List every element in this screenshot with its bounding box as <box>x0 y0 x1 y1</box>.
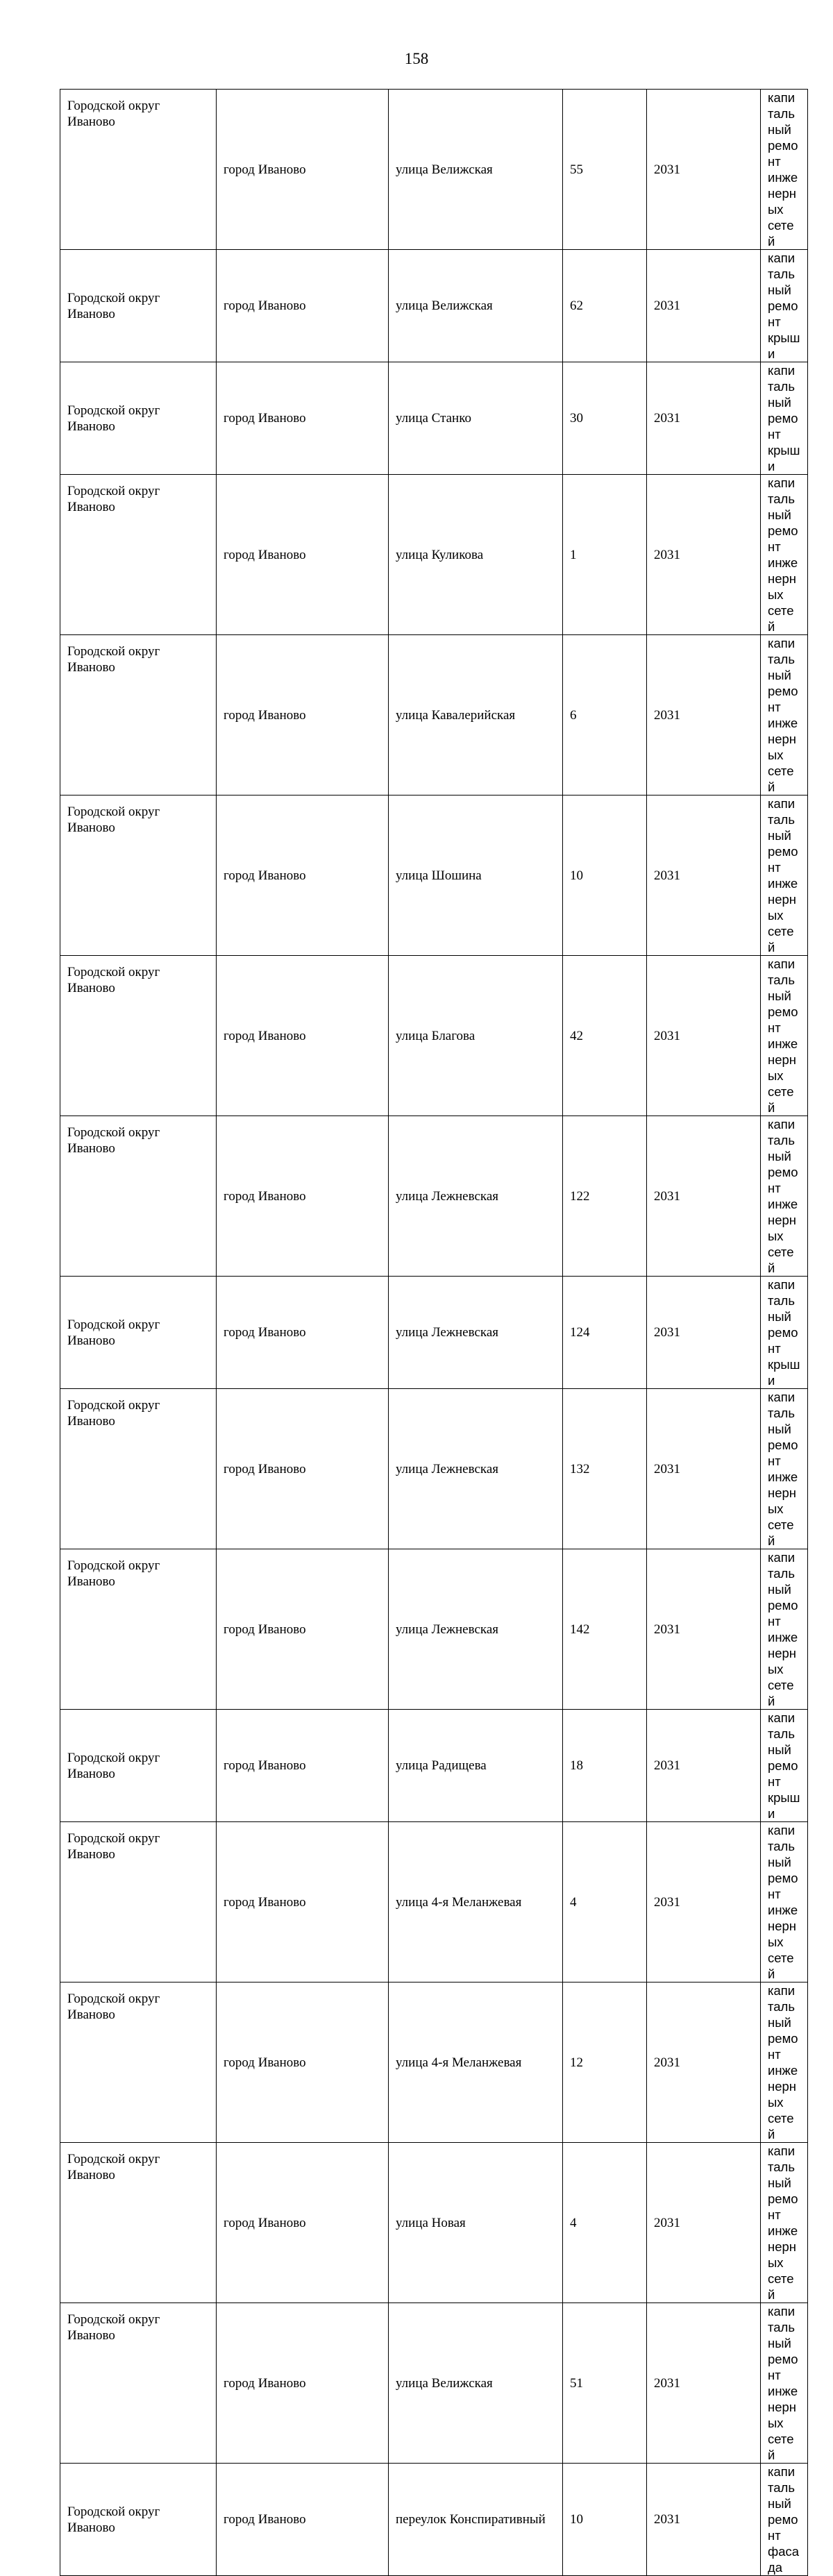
district-cell: Городской округ Иваново <box>60 90 217 250</box>
work-type-cell: капитальный ремонт инженерных сетей <box>761 1116 808 1277</box>
repair-schedule-table <box>60 89 808 2576</box>
house-number-cell: 122 <box>563 1116 647 1277</box>
city-cell: город Иваново <box>217 1116 389 1277</box>
street-cell: улица Куликова <box>389 475 563 635</box>
work-type-cell: капитальный ремонт инженерных сетей <box>761 795 808 956</box>
work-type-cell: капитальный ремонт крыши <box>761 362 808 475</box>
house-number-cell: 124 <box>563 1277 647 1389</box>
house-number-cell: 10 <box>563 795 647 956</box>
street-cell: улица Велижская <box>389 250 563 362</box>
district-cell: Городской округ Иваново <box>60 1116 217 1277</box>
work-type-cell: капитальный ремонт инженерных сетей <box>761 2303 808 2464</box>
city-cell: город Иваново <box>217 1549 389 1710</box>
city-cell: город Иваново <box>217 795 389 956</box>
street-cell: улица Велижская <box>389 90 563 250</box>
work-type-cell: капитальный ремонт инженерных сетей <box>761 1822 808 1982</box>
city-cell: город Иваново <box>217 250 389 362</box>
city-cell: город Иваново <box>217 956 389 1116</box>
table-row <box>60 1982 808 2143</box>
city-cell: город Иваново <box>217 2303 389 2464</box>
table-row <box>60 956 808 1116</box>
district-cell: Городской округ Иваново <box>60 1982 217 2143</box>
year-cell: 2031 <box>647 90 761 250</box>
table-row <box>60 362 808 475</box>
district-cell: Городской округ Иваново <box>60 1277 217 1389</box>
house-number-cell: 132 <box>563 1389 647 1549</box>
work-type-cell: капитальный ремонт крыши <box>761 1710 808 1822</box>
table-row <box>60 2143 808 2303</box>
district-cell: Городской округ Иваново <box>60 1549 217 1710</box>
table-body <box>60 90 808 2576</box>
year-cell: 2031 <box>647 1549 761 1710</box>
table-row <box>60 1549 808 1710</box>
city-cell: город Иваново <box>217 90 389 250</box>
work-type-cell: капитальный ремонт фасада <box>761 2464 808 2576</box>
city-cell: город Иваново <box>217 1822 389 1982</box>
house-number-cell: 1 <box>563 475 647 635</box>
district-cell: Городской округ Иваново <box>60 362 217 475</box>
year-cell: 2031 <box>647 2143 761 2303</box>
house-number-cell: 6 <box>563 635 647 795</box>
year-cell: 2031 <box>647 2464 761 2576</box>
year-cell: 2031 <box>647 2303 761 2464</box>
district-cell: Городской округ Иваново <box>60 475 217 635</box>
city-cell: город Иваново <box>217 1982 389 2143</box>
district-cell: Городской округ Иваново <box>60 1389 217 1549</box>
work-type-cell: капитальный ремонт инженерных сетей <box>761 90 808 250</box>
house-number-cell: 30 <box>563 362 647 475</box>
street-cell: улица 4-я Меланжевая <box>389 1982 563 2143</box>
house-number-cell: 55 <box>563 90 647 250</box>
street-cell: переулок Конспиративный <box>389 2464 563 2576</box>
city-cell: город Иваново <box>217 475 389 635</box>
street-cell: улица Новая <box>389 2143 563 2303</box>
house-number-cell: 4 <box>563 2143 647 2303</box>
table-row <box>60 635 808 795</box>
page-number: 158 <box>404 50 429 67</box>
table-row <box>60 1389 808 1549</box>
district-cell: Городской округ Иваново <box>60 2143 217 2303</box>
house-number-cell: 4 <box>563 1822 647 1982</box>
street-cell: улица Благова <box>389 956 563 1116</box>
work-type-cell: капитальный ремонт инженерных сетей <box>761 1549 808 1710</box>
table-row <box>60 795 808 956</box>
year-cell: 2031 <box>647 1822 761 1982</box>
house-number-cell: 18 <box>563 1710 647 1822</box>
city-cell: город Иваново <box>217 1277 389 1389</box>
district-cell: Городской округ Иваново <box>60 956 217 1116</box>
street-cell: улица Радищева <box>389 1710 563 1822</box>
work-type-cell: капитальный ремонт инженерных сетей <box>761 1389 808 1549</box>
year-cell: 2031 <box>647 1277 761 1389</box>
city-cell: город Иваново <box>217 2143 389 2303</box>
year-cell: 2031 <box>647 475 761 635</box>
street-cell: улица Кавалерийская <box>389 635 563 795</box>
street-cell: улица Велижская <box>389 2303 563 2464</box>
work-type-cell: капитальный ремонт инженерных сетей <box>761 1982 808 2143</box>
table-row <box>60 1116 808 1277</box>
work-type-cell: капитальный ремонт инженерных сетей <box>761 475 808 635</box>
district-cell: Городской округ Иваново <box>60 250 217 362</box>
year-cell: 2031 <box>647 1710 761 1822</box>
district-cell: Городской округ Иваново <box>60 2303 217 2464</box>
street-cell: улица Станко <box>389 362 563 475</box>
street-cell: улица Лежневская <box>389 1389 563 1549</box>
work-type-cell: капитальный ремонт крыши <box>761 250 808 362</box>
district-cell: Городской округ Иваново <box>60 1710 217 1822</box>
year-cell: 2031 <box>647 362 761 475</box>
table-row <box>60 2303 808 2464</box>
street-cell: улица Шошина <box>389 795 563 956</box>
year-cell: 2031 <box>647 1389 761 1549</box>
work-type-cell: капитальный ремонт крыши <box>761 1277 808 1389</box>
table-row <box>60 1277 808 1389</box>
district-cell: Городской округ Иваново <box>60 2464 217 2576</box>
year-cell: 2031 <box>647 250 761 362</box>
house-number-cell: 51 <box>563 2303 647 2464</box>
district-cell: Городской округ Иваново <box>60 635 217 795</box>
city-cell: город Иваново <box>217 635 389 795</box>
work-type-cell: капитальный ремонт инженерных сетей <box>761 635 808 795</box>
table-row <box>60 90 808 250</box>
city-cell: город Иваново <box>217 1710 389 1822</box>
street-cell: улица Лежневская <box>389 1277 563 1389</box>
year-cell: 2031 <box>647 635 761 795</box>
year-cell: 2031 <box>647 795 761 956</box>
street-cell: улица Лежневская <box>389 1549 563 1710</box>
street-cell: улица Лежневская <box>389 1116 563 1277</box>
work-type-cell: капитальный ремонт инженерных сетей <box>761 956 808 1116</box>
work-type-cell: капитальный ремонт инженерных сетей <box>761 2143 808 2303</box>
house-number-cell: 12 <box>563 1982 647 2143</box>
table-row <box>60 2464 808 2576</box>
city-cell: город Иваново <box>217 362 389 475</box>
table-row <box>60 250 808 362</box>
street-cell: улица 4-я Меланжевая <box>389 1822 563 1982</box>
district-cell: Городской округ Иваново <box>60 1822 217 1982</box>
city-cell: город Иваново <box>217 1389 389 1549</box>
district-cell: Городской округ Иваново <box>60 795 217 956</box>
year-cell: 2031 <box>647 956 761 1116</box>
year-cell: 2031 <box>647 1116 761 1277</box>
house-number-cell: 42 <box>563 956 647 1116</box>
table-row <box>60 1822 808 1982</box>
house-number-cell: 142 <box>563 1549 647 1710</box>
house-number-cell: 10 <box>563 2464 647 2576</box>
table-row <box>60 475 808 635</box>
year-cell: 2031 <box>647 1982 761 2143</box>
house-number-cell: 62 <box>563 250 647 362</box>
city-cell: город Иваново <box>217 2464 389 2576</box>
table-row <box>60 1710 808 1822</box>
